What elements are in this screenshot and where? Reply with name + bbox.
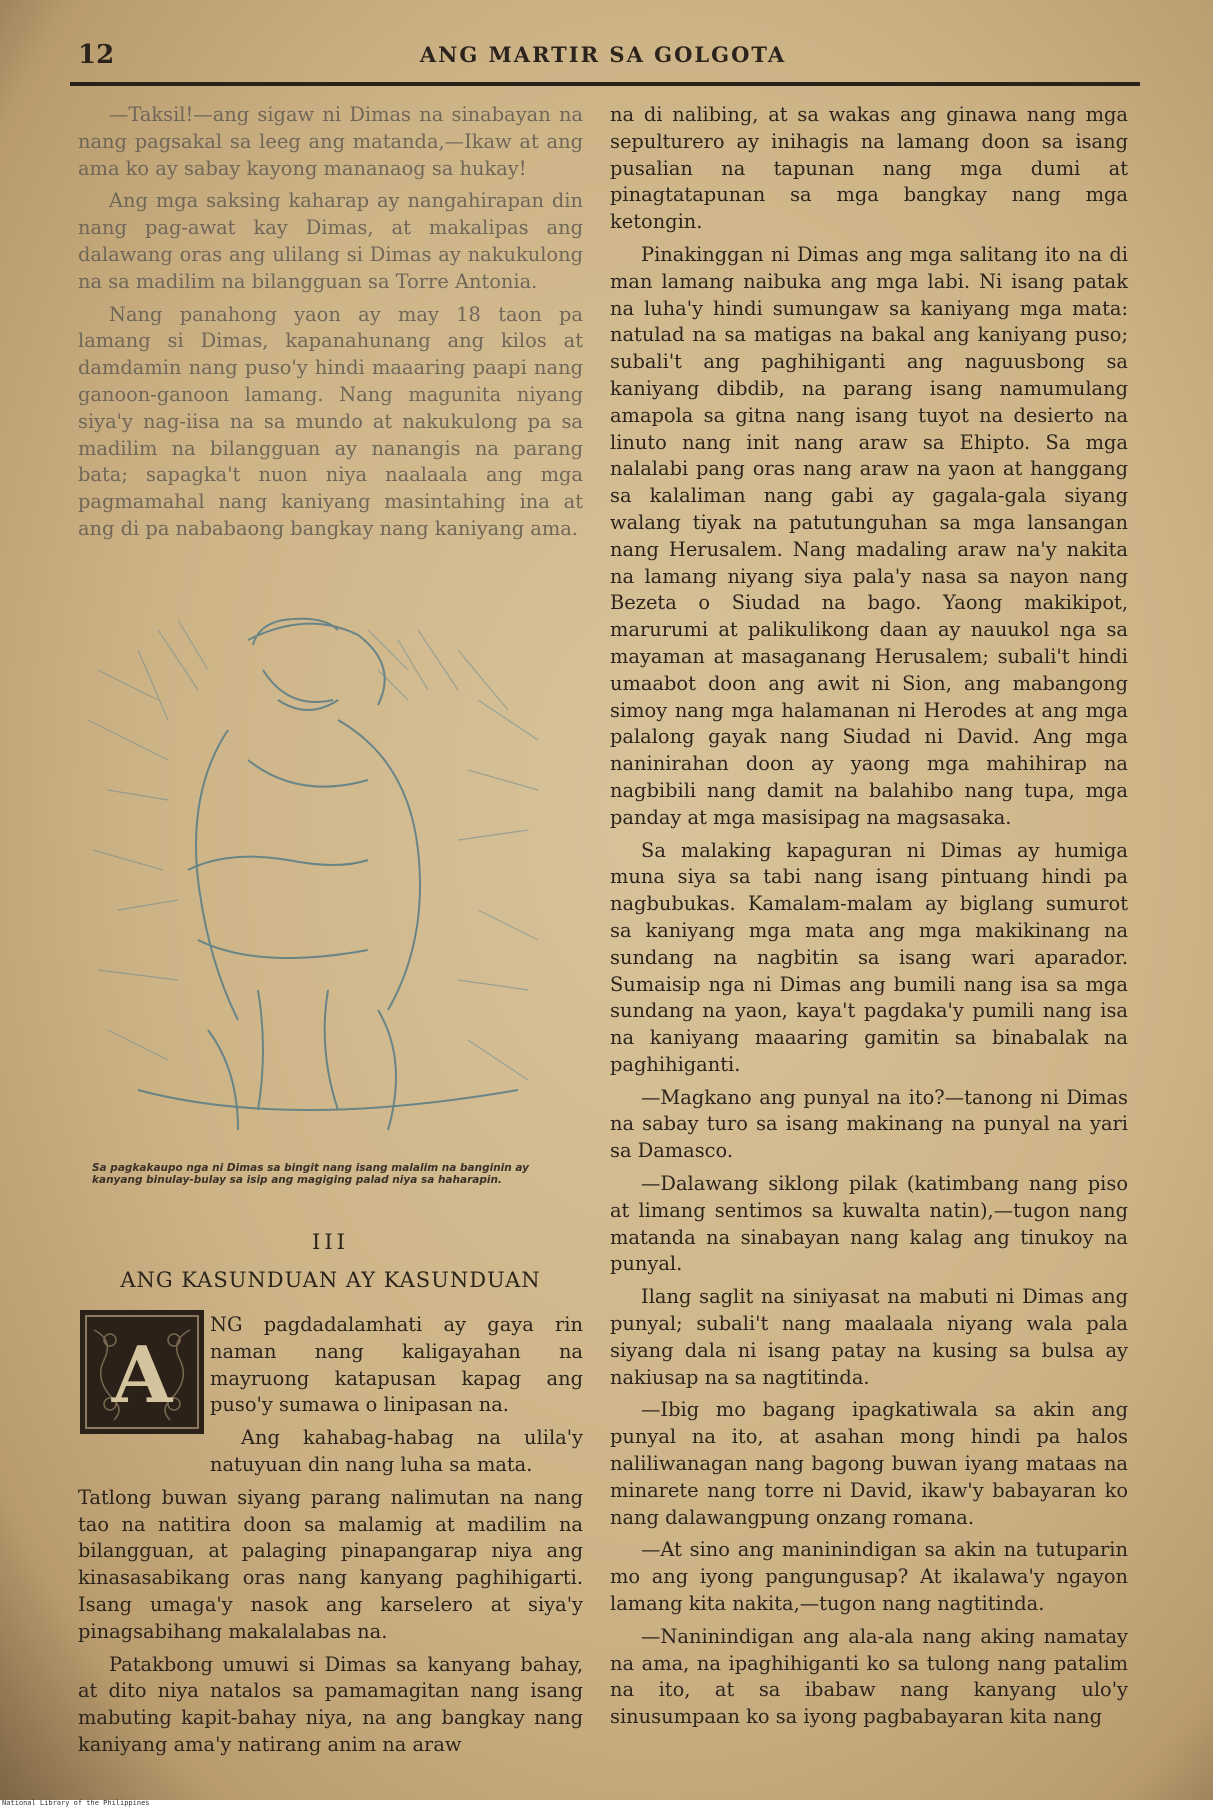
page-number: 12 — [78, 40, 115, 70]
header-rule — [70, 82, 1140, 86]
paragraph: Patakbong umuwi si Dimas sa kanyang bahay, at dito niya natalos sa pamamagitan nang isang mabuting kapit-bahay niya, na ang bangkay nang kaniyang ama'y natirang anim na araw — [78, 1652, 583, 1756]
paragraph: —At sino ang maninindigan sa akin na tutuparin mo ang iyong pangungusap? At ikalawa'y ngayon lamang kita nakita,—tugon nang nagtitinda. — [610, 1538, 1128, 1616]
page-header — [78, 40, 1128, 80]
paragraph: —Taksil!—ang sigaw ni Dimas na sinabayan na nang pagsakal sa leeg ang matanda,—Ikaw at ang ama ko ay sabay kayong mananaog sa hukay! — [78, 103, 583, 180]
section-number: III — [312, 1230, 349, 1254]
paragraph: Ang mga saksing kaharap ay nangahirapan din nang pag-awat kay Dimas, at makalipas ang dalawang oras ang ulilang si Dimas ay nakukulong na sa madilim na bilangguan sa Torre Antonia. — [78, 189, 583, 293]
paragraph: na di nalibing, at sa wakas ang ginawa nang mga sepulturero ay inihagis na lamang doon sa isang pusalian na tapunan nang mga dumi at pinagtatapunan sa mga bangkay nang mga ketongin. — [610, 103, 1128, 234]
illustration-caption: Sa pagkakaupo nga ni Dimas sa bingit nang isang malalim na banginin ay kanyang binulay-bulay sa isip ang magiging palad niya sa haharapin. — [92, 1162, 530, 1186]
paragraph: Nang panahong yaon ay may 18 taon pa lamang si Dimas, kapanahunang ang kilos at damdamin nang puso'y hindi maaaring paapi nang ganoon-ganoon lamang. Nang magunita niyang siya'y nag-iisa na sa mundo at nakukulong pa sa madilim na bilangguan ay nanangis na parang bata; sapagka't nuon niya naalaala ang mga pagmamahal nang kaniyang masintahing ina at ang di pa nababaong bangkay nang kaniyang ama. — [78, 302, 583, 540]
paragraph: NG pagdadalamhati ay gaya rin naman nang kaligayahan na mayruong katapusan kapag ang puso'y sumawa o linipasan na. — [210, 1313, 583, 1417]
paragraph: —Magkano ang punyal na ito?—tanong ni Dimas na sabay turo sa isang makinang na punyal na yari sa Damasco. — [610, 1085, 1128, 1163]
right-column — [610, 102, 1128, 1737]
library-credit: National Library of the Philippines — [2, 1799, 150, 1807]
paragraph: Ilang saglit na siniyasat na mabuti ni Dimas ang punyal; subali't nang maalaala niyang wala pala siyang dala ni isang patay na kusing sa bulsa ay nakiusap na sa nagtitinda. — [610, 1285, 1128, 1389]
paragraph: —Ibig mo bagang ipagkatiwala sa akin ang punyal na ito, at asahan mong hindi pa halos naliliwanagan nang bagong buwan iyang mataas na minarete nang torre ni David, ikaw'y babayaran ko nang dalawangpung onzang romana. — [610, 1398, 1128, 1529]
svg-text:A: A — [111, 1330, 173, 1421]
paragraph: —Naninindigan ang ala-ala nang aking namatay na ama, na ipaghihiganti ko sa tulong nang patalim na ito, at sa ibabaw nang kanyang ulo'y sinusumpaan ko sa iyong pagbabayaran kita nang — [610, 1624, 1128, 1729]
paragraph: —Dalawang siklong pilak (katimbang nang piso at limang sentimos sa kuwalta natin),—tugon nang matanda na sinabayan nang kalag ang tinukoy na punyal. — [610, 1172, 1128, 1276]
illustration-dimas-seated — [78, 610, 583, 1150]
paragraph: Tatlong buwan siyang parang nalimutan na nang tao na natitira doon sa malamig at madilim na bilangguan, at palaging pinapangarap niya ang kinasasabikang oras nang kanyang paghihigarti. Isang umaga'y nasok ang karselero at siya'y pinagsabihang makalalabas na. — [78, 1485, 583, 1643]
paragraph: Pinakinggan ni Dimas ang mga salitang ito na di man lamang naibuka ang mga labi. Ni isang patak na luha'y hindi sumungaw sa kaniyang mga mata: natulad na sa matigas na bakal ang kaniyang puso; subali't ang paghihiganti ang naguusbong sa kaniyang dibdib, na parang isang namumulang amapola sa gitna nang isang tuyot na desierto na linuto nang init nang araw sa Ehipto. Sa mga nalalabi pang oras nang araw na yaon at hanggang sa kalaliman nang gabi ay gagala-gala siyang walang tiyak na patutunguhan sa mga lansangan nang Herusalem. Nang madaling araw na'y nakita na lamang niyang siya pala'y nasa sa nayon nang Bezeta o Siudad na bago. Yaong makikipot, marurumi at palikulikong daan ay nauukol nga sa mayaman at masaganang Herusalem; subali't hindi umaabot doon ang awit ni Sion, ang mabangong simoy nang mga halamanan ni Herodes at ang mga palalong gayak nang Siudad ni David. Ang mga naninirahan doon ay yaong mga mahihirap na nagbibili nang damit na balahibo nang tupa, mga panday at mga masisipag na magsasaka. — [610, 242, 1128, 829]
left-column-bottom — [78, 1312, 583, 1765]
running-title: ANG MARTIR SA GOLGOTA — [419, 42, 787, 67]
section-title: ANG KASUNDUAN AY KASUNDUAN — [120, 1268, 541, 1292]
paragraph: Sa malaking kapaguran ni Dimas ay humiga muna siya sa tabi nang isang pintuang hindi pa nagbubukas. Kamalam-malam ay biglang sumurot sa kaniyang mga mata ang mga makikinang na sundang na nagbitin sa isang wari aparador. Sumaisip nga ni Dimas ang bumili nang isa sa mga sundang na yaon, kaya't pagdaka'y pumili nang isa na kaniyang maaaring gamitin sa binabalak na paghihiganti. — [610, 838, 1128, 1076]
paragraph: Ang kahabag-habag na ulila'y natuyuan din nang luha sa mata. — [210, 1426, 583, 1476]
footer-strip — [0, 1800, 1213, 1808]
left-column-top — [78, 102, 583, 549]
